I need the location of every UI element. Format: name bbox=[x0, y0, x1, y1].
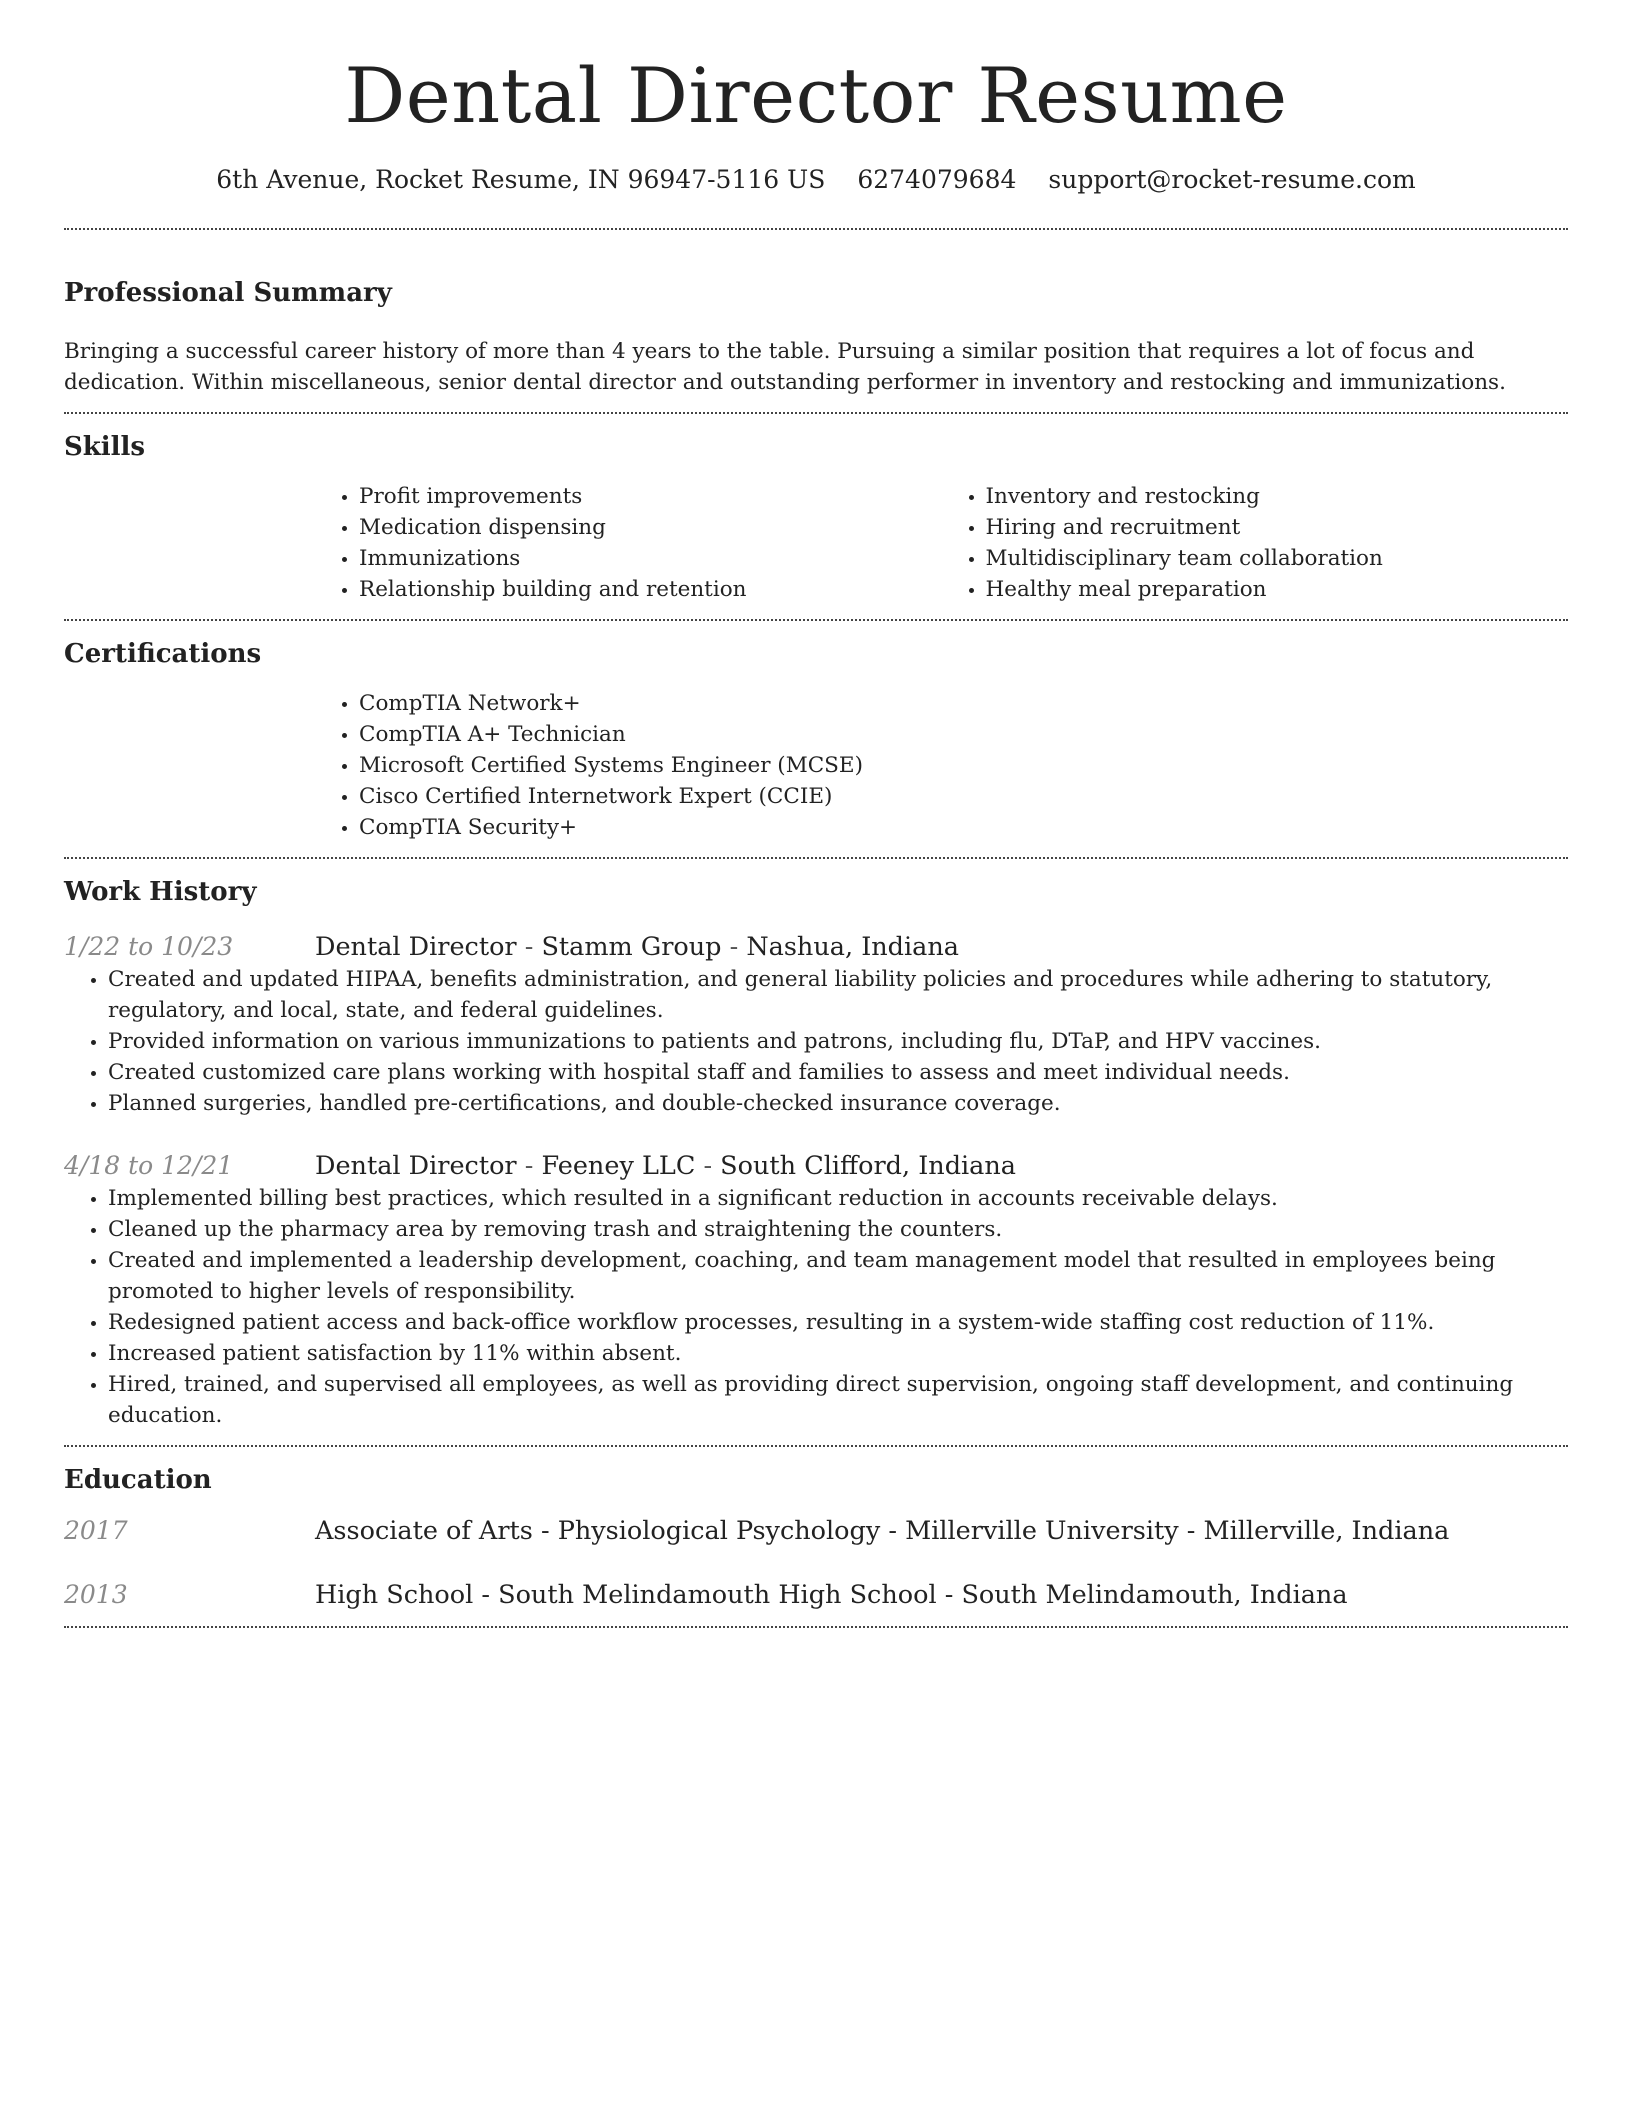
education-school: South Melindamouth High School bbox=[498, 1580, 937, 1611]
certification-item: • CompTIA Security+ bbox=[359, 812, 1568, 843]
contact-phone: 6274079684 bbox=[857, 165, 1017, 195]
job-title bbox=[315, 930, 959, 964]
separator: - bbox=[695, 1151, 721, 1182]
job-role: Dental Director bbox=[315, 932, 517, 963]
certifications-list bbox=[315, 688, 1568, 843]
separator: - bbox=[473, 1580, 499, 1611]
job-bullet: • Provided information on various immunizations to patients and patrons, including flu, DTaP, and HPV vaccines. bbox=[108, 1026, 1568, 1057]
education-container bbox=[64, 1514, 1568, 1612]
education-year: 2017 bbox=[64, 1516, 128, 1546]
education-degree: Associate of Arts bbox=[315, 1516, 533, 1547]
certification-item: • Cisco Certified Internetwork Expert (CCIE) bbox=[359, 781, 1568, 812]
resume-header bbox=[64, 0, 1568, 194]
separator: - bbox=[1178, 1516, 1204, 1547]
job-bullet: • Planned surgeries, handled pre-certifications, and double-checked insurance coverage. bbox=[108, 1088, 1568, 1119]
separator: - bbox=[516, 1151, 542, 1182]
job-bullet: • Increased patient satisfaction by 11% within absent. bbox=[108, 1338, 1568, 1369]
job-company: Feeney LLC bbox=[541, 1151, 696, 1182]
job-bullet: • Cleaned up the pharmacy area by removing trash and straightening the counters. bbox=[108, 1214, 1568, 1245]
education-degree: High School bbox=[315, 1580, 474, 1611]
job-location: Nashua, Indiana bbox=[746, 932, 959, 963]
skill-item: • Relationship building and retention bbox=[359, 574, 942, 605]
separator: - bbox=[721, 932, 747, 963]
skill-item: • Profit improvements bbox=[359, 481, 942, 512]
separator: - bbox=[880, 1516, 906, 1547]
job-header bbox=[64, 1149, 1568, 1183]
job-header bbox=[64, 930, 1568, 964]
separator: - bbox=[936, 1580, 962, 1611]
certification-item: • CompTIA A+ Technician bbox=[359, 719, 1568, 750]
section-title-education: Education bbox=[64, 1465, 212, 1496]
skill-item: • Multidisciplinary team collaboration bbox=[986, 543, 1569, 574]
job-bullets bbox=[64, 964, 1568, 1119]
contact-email: support@rocket-resume.com bbox=[1048, 165, 1416, 195]
certifications-section bbox=[64, 621, 1568, 857]
job-company: Stamm Group bbox=[541, 932, 722, 963]
job-bullet: • Implemented billing best practices, which resulted in a significant reduction in accounts receivable delays. bbox=[108, 1183, 1568, 1214]
job-bullet: • Hired, trained, and supervised all employees, as well as providing direct supervision, ongoing staff development, and continuing education. bbox=[108, 1369, 1568, 1431]
certification-item: • Microsoft Certified Systems Engineer (MCSE) bbox=[359, 750, 1568, 781]
section-title-work-history: Work History bbox=[64, 876, 257, 907]
skill-item: • Healthy meal preparation bbox=[986, 574, 1569, 605]
education-text bbox=[315, 1514, 1449, 1548]
skills-section bbox=[64, 414, 1568, 619]
section-title-certifications: Certifications bbox=[64, 638, 262, 669]
summary-section bbox=[64, 230, 1568, 411]
separator: - bbox=[516, 932, 542, 963]
skill-item: • Immunizations bbox=[359, 543, 942, 574]
education-entry bbox=[64, 1514, 1568, 1548]
divider bbox=[64, 1626, 1568, 1628]
education-text bbox=[315, 1578, 1348, 1612]
contact-line bbox=[64, 165, 1568, 194]
job-bullets bbox=[64, 1183, 1568, 1431]
education-location: South Melindamouth, Indiana bbox=[961, 1580, 1348, 1611]
skills-grid bbox=[315, 481, 1568, 605]
certifications-block bbox=[315, 688, 1568, 843]
jobs-container bbox=[64, 930, 1568, 1431]
skill-item: • Medication dispensing bbox=[359, 512, 942, 543]
skills-list-left bbox=[315, 481, 942, 605]
education-field: Physiological Psychology bbox=[557, 1516, 881, 1547]
skill-item: • Hiring and recruitment bbox=[986, 512, 1569, 543]
job-title bbox=[315, 1149, 1016, 1183]
job-location: South Clifford, Indiana bbox=[720, 1151, 1017, 1182]
education-location: Millerville, Indiana bbox=[1203, 1516, 1450, 1547]
skill-item: • Inventory and restocking bbox=[986, 481, 1569, 512]
job-bullet: • Created customized care plans working with hospital staff and families to assess and meet individual needs. bbox=[108, 1057, 1568, 1088]
job-bullet: • Redesigned patient access and back-office workflow processes, resulting in a system-wide staffing cost reduction of 11%. bbox=[108, 1307, 1568, 1338]
summary-text: Bringing a successful career history of more than 4 years to the table. Pursuing a similar position that requires a lot of focus and dedication. Within miscellaneous, senior dental director and outstanding performer in inventory and restocking and immunizations. bbox=[64, 338, 1506, 395]
separator: - bbox=[532, 1516, 558, 1547]
job-dates: 1/22 to 10/23 bbox=[64, 932, 234, 962]
education-section bbox=[64, 1447, 1568, 1626]
section-title-summary: Professional Summary bbox=[64, 278, 392, 309]
job-bullet: • Created and updated HIPAA, benefits administration, and general liability policies and procedures while adhering to statutory, regulatory, and local, state, and federal guidelines. bbox=[108, 964, 1568, 1026]
education-year: 2013 bbox=[64, 1580, 128, 1610]
resume-title: Dental Director Resume bbox=[344, 51, 1288, 140]
job-dates: 4/18 to 12/21 bbox=[64, 1151, 234, 1181]
job-role: Dental Director bbox=[315, 1151, 517, 1182]
education-entry bbox=[64, 1578, 1568, 1612]
job-bullet: • Created and implemented a leadership development, coaching, and team management model that resulted in employees being promoted to higher levels of responsibility. bbox=[108, 1245, 1568, 1307]
skills-list-right bbox=[942, 481, 1569, 605]
education-school: Millerville University bbox=[905, 1516, 1179, 1547]
certification-item: • CompTIA Network+ bbox=[359, 688, 1568, 719]
work-history-section bbox=[64, 859, 1568, 1445]
section-title-skills: Skills bbox=[64, 431, 146, 462]
contact-address: 6th Avenue, Rocket Resume, IN 96947-5116 US bbox=[216, 165, 826, 195]
